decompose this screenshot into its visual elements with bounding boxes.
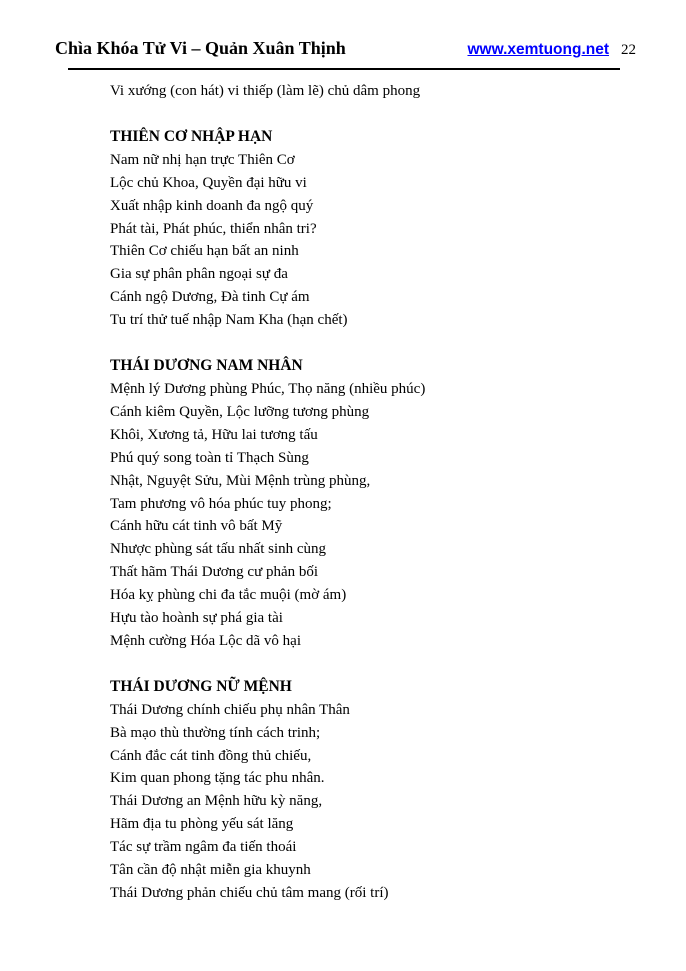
section: [110, 355, 646, 653]
section: [110, 676, 646, 905]
verse-line: Xuất nhập kinh doanh đa ngộ quý: [110, 197, 314, 214]
intro-verse-line: Vi xướng (con hát) vi thiếp (làm lẽ) chủ dâm phong: [110, 83, 421, 99]
document-title: Chìa Khóa Tử Vi – Quản Xuân Thịnh: [55, 38, 346, 58]
verse-line: Lộc chủ Khoa, Quyền đại hữu vi: [110, 174, 307, 191]
section-heading: THÁI DƯƠNG NAM NHÂN: [110, 357, 303, 375]
website-link[interactable]: www.xemtuong.net: [467, 41, 609, 58]
header-right: [467, 41, 636, 59]
verse-line: Thái Dương chính chiếu phụ nhân Thân: [110, 701, 350, 718]
verse-line: Thất hãm Thái Dương cư phản bối: [110, 564, 319, 581]
verse-line: Tam phương vô hóa phúc tuy phong;: [110, 495, 332, 512]
verse-line: Cánh ngộ Dương, Đà tinh Cự ám: [110, 289, 310, 306]
section: [110, 126, 646, 332]
header-divider: [68, 68, 620, 70]
verse-line: Khôi, Xương tả, Hữu lai tương tấu: [110, 426, 318, 443]
verse-line: Mệnh cường Hóa Lộc dã vô hại: [110, 632, 302, 649]
verse-line: Phát tài, Phát phúc, thiển nhân tri?: [110, 220, 317, 237]
verse-line: Nhật, Nguyệt Sửu, Mùi Mệnh trùng phùng,: [110, 472, 371, 489]
verse-line: Nam nữ nhị hạn trực Thiên Cơ: [110, 151, 295, 168]
verse-line: Nhược phùng sát tấu nhất sinh cùng: [110, 541, 327, 558]
verse-line: Hóa kỵ phùng chi đa tắc muội (mờ ám): [110, 587, 347, 604]
section-heading: THÁI DƯƠNG NỮ MỆNH: [110, 677, 292, 695]
verse-line: Cánh kiêm Quyền, Lộc lưỡng tương phùng: [110, 403, 370, 420]
verse-line: Kim quan phong tặng tác phu nhân.: [110, 770, 325, 787]
verse-line: Phú quý song toàn tỉ Thạch Sùng: [110, 449, 309, 466]
sections: [110, 126, 646, 905]
section-heading: THIÊN CƠ NHẬP HẠN: [110, 127, 273, 145]
verse-line: Tác sự trầm ngâm đa tiến thoái: [110, 839, 297, 856]
page-header: [55, 38, 636, 59]
verse-line: Gia sự phân phân ngoại sự đa: [110, 266, 288, 283]
verse-line: Thiên Cơ chiếu hạn bất an ninh: [110, 243, 299, 260]
verse-line: Thái Dương an Mệnh hữu kỳ năng,: [110, 793, 323, 810]
page-content: [110, 80, 646, 905]
verse-line: Thái Dương phản chiếu chủ tâm mang (rối trí): [110, 885, 389, 901]
verse-line: Hãm địa tu phòng yếu sát lăng: [110, 816, 294, 833]
page-number: 22: [621, 42, 636, 58]
verse-line: Tu trí thử tuế nhập Nam Kha (hạn chết): [110, 312, 348, 329]
verse-line: Cánh hữu cát tinh vô bất Mỹ: [110, 518, 283, 535]
verse-line: Tân cần độ nhật miễn gia khuynh: [110, 862, 311, 879]
verse-line: Hựu tào hoành sự phá gia tài: [110, 610, 283, 627]
verse-line: Mệnh lý Dương phùng Phúc, Thọ năng (nhiều phúc): [110, 380, 426, 397]
verse-line: Bà mạo thù thường tính cách trinh;: [110, 724, 321, 741]
verse-line: Cánh đắc cát tinh đồng thủ chiếu,: [110, 747, 312, 764]
